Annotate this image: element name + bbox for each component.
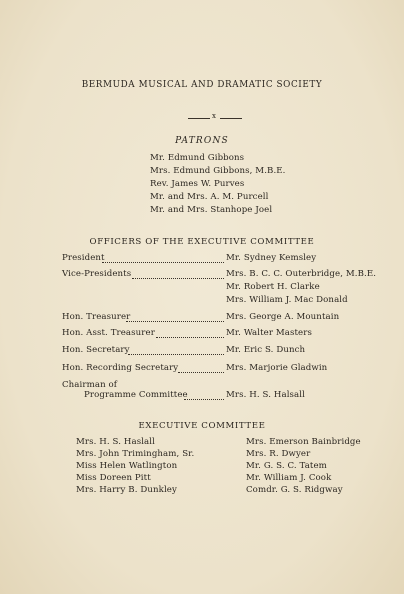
committee-member: Miss Helen Watlington [76,461,178,471]
officers-title: OFFICERS OF THE EXECUTIVE COMMITTEE [89,237,315,247]
officer-role: Programme Committee [84,390,188,400]
patron-name: Rev. James W. Purves [150,179,245,189]
officer-row-president [0,253,404,265]
officer-name: Mr. Walter Masters [226,328,312,338]
officer-role: Hon. Treasurer [62,312,131,322]
dot-leader [132,277,224,279]
officer-role: President [62,253,105,263]
officer-role: Hon. Asst. Treasurer [62,328,155,338]
patrons-title: PATRONS [175,136,229,146]
officer-name: Mr. Eric S. Dunch [226,345,306,355]
officer-name: Mrs. William J. Mac Donald [226,295,348,305]
officer-role: Chairman of [62,380,118,390]
officer-name: Mrs. George A. Mountain [226,312,340,322]
patron-name: Mr. and Mrs. Stanhope Joel [150,205,273,215]
patron-name: Mr. Edmund Gibbons [150,153,245,163]
officer-row-vice-presidents [0,269,404,281]
officer-name: Mrs. H. S. Halsall [226,390,305,400]
committee-member: Mr. G. S. C. Tatem [246,461,327,471]
committee-member: Miss Doreen Pitt [76,473,151,483]
society-heading: BERMUDA MUSICAL AND DRAMATIC SOCIETY [81,80,323,90]
committee-member: Mrs. Emerson Bainbridge [246,437,361,447]
officer-role: Vice-Presidents [62,269,132,279]
separator-rule [188,112,246,123]
officer-role: Hon. Recording Secretary [62,363,179,373]
dot-leader [178,371,224,373]
committee-member: Mrs. H. S. Haslall [76,437,155,447]
officer-name: Mrs. B. C. C. Outerbridge, M.B.E. [226,269,377,279]
committee-member: Mrs. Harry B. Dunkley [76,485,177,495]
separator-line-left [188,118,210,119]
separator-line-right [220,118,242,119]
committee-member: Mrs. R. Dwyer [246,449,311,459]
patron-name: Mr. and Mrs. A. M. Purcell [150,192,269,202]
officer-name: Mr. Sydney Kemsley [226,253,317,263]
officer-row-secretary [0,345,404,357]
dot-leader [102,261,224,263]
officer-role: Hon. Secretary [62,345,130,355]
committee-member: Mr. William J. Cook [246,473,332,483]
executive-title: EXECUTIVE COMMITTEE [138,421,266,431]
dot-leader [156,336,224,338]
committee-member: Mrs. John Trimingham, Sr. [76,449,195,459]
officer-row-asst-treasurer [0,328,404,340]
patron-name: Mrs. Edmund Gibbons, M.B.E. [150,166,286,176]
committee-member: Comdr. G. S. Ridgway [246,485,343,495]
officer-name: Mr. Robert H. Clarke [226,282,320,292]
dot-leader [184,398,224,400]
dot-leader [128,353,224,355]
separator-mark: x [212,112,216,120]
officer-name: Mrs. Marjorie Gladwin [226,363,328,373]
officer-row-programme-chair [0,390,404,402]
officer-row-recording-secretary [0,363,404,375]
officer-row-treasurer [0,312,404,324]
dot-leader [126,320,224,322]
